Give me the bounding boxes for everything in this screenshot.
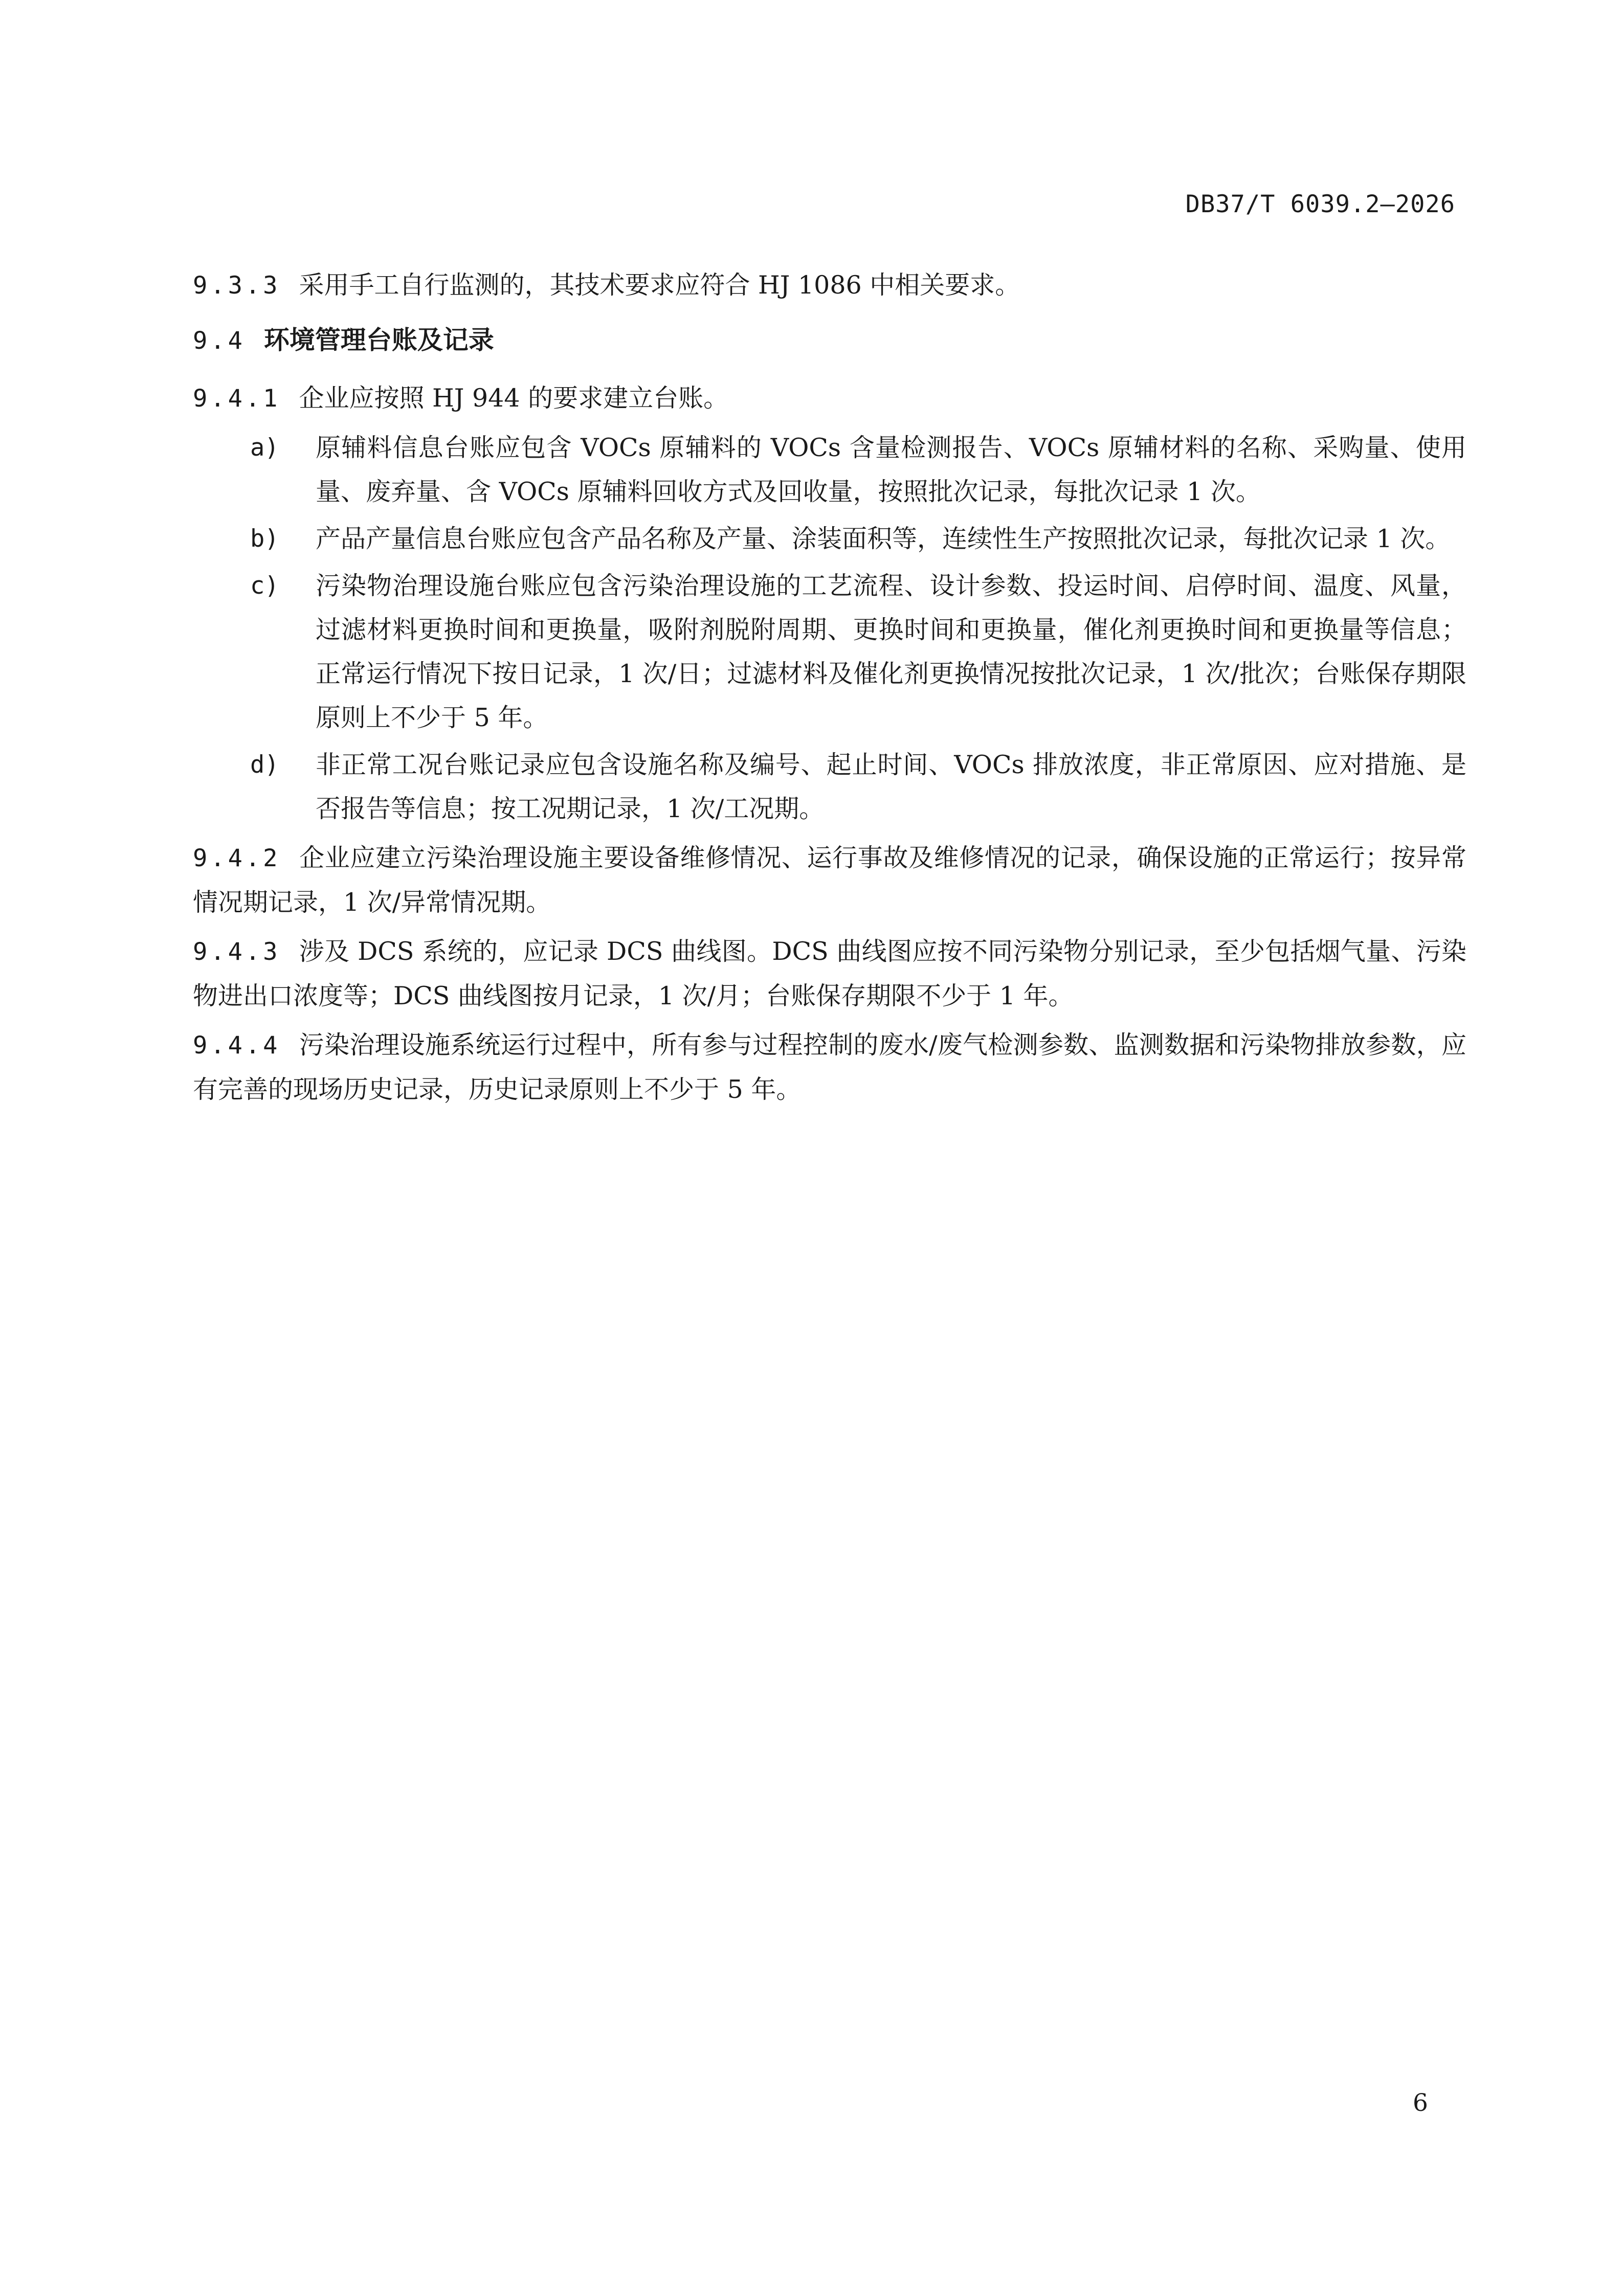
list-item [193,743,1466,831]
clause-text: 企业应按照 HJ 944 的要求建立台账。 [299,384,729,413]
list-marker: b) [250,525,279,553]
list-marker: d) [250,751,279,779]
clause-text: 企业应建立污染治理设施主要设备维修情况、运行事故及维修情况的记录，确保设施的正常运行；按异常情况期记录，1 次/异常情况期。 [193,843,1466,917]
section-heading-9-4 [193,318,1466,363]
clause-number: 9.4.4 [193,1031,281,1060]
list-item-text: 产品产量信息台账应包含产品名称及产量、涂装面积等，连续性生产按照批次记录，每批次记录 1 次。 [316,524,1451,553]
clause-9-4-1 [193,376,1466,421]
clause-text: 污染治理设施系统运行过程中，所有参与过程控制的废水/废气检测参数、监测数据和污染物排放参数，应有完善的现场历史记录，历史记录原则上不少于 5 年。 [193,1030,1466,1104]
clause-number: 9.4.3 [193,938,281,966]
clause-9-4-2 [193,836,1466,925]
standard-code-header: DB37/T 6039.2—2026 [1185,190,1455,218]
section-title: 环境管理台账及记录 [263,325,494,355]
clause-number: 9.4.2 [193,844,281,872]
list-item [193,564,1466,740]
page-number: 6 [1413,2089,1428,2117]
list-item-text: 非正常工况台账记录应包含设施名称及编号、起止时间、VOCs 排放浓度，非正常原因、应对措施、是否报告等信息；按工况期记录，1 次/工况期。 [316,750,1466,823]
list-item [193,517,1466,561]
clause-text: 采用手工自行监测的，其技术要求应符合 HJ 1086 中相关要求。 [299,271,1020,300]
clause-9-4-4 [193,1023,1466,1112]
list-marker: c) [250,572,279,600]
list-marker: a) [250,434,279,462]
clause-9-3-3 [193,263,1466,308]
clause-text: 涉及 DCS 系统的，应记录 DCS 曲线图。DCS 曲线图应按不同污染物分别记录，至少包括烟气量、污染物进出口浓度等；DCS 曲线图按月记录，1 次/月；台账保存期限不少于 1 年。 [193,937,1466,1010]
clause-number: 9.3.3 [193,272,281,300]
clause-number: 9.4.1 [193,385,281,413]
section-number: 9.4 [193,327,246,355]
clause-9-4-3 [193,930,1466,1018]
list-item [193,426,1466,514]
document-body [193,263,1466,1117]
ledger-requirements-list [193,426,1466,831]
list-item-text: 污染物治理设施台账应包含污染治理设施的工艺流程、设计参数、投运时间、启停时间、温度、风量，过滤材料更换时间和更换量，吸附剂脱附周期、更换时间和更换量，催化剂更换时间和更换量等信息；正常运行情况下按日记录，1 次/日；过滤材料及催化剂更换情况按批次记录，1 次/批次；台账保存期限原则上不少于 5 年。 [316,571,1466,732]
list-item-text: 原辅料信息台账应包含 VOCs 原辅料的 VOCs 含量检测报告、VOCs 原辅材料的名称、采购量、使用量、废弃量、含 VOCs 原辅料回收方式及回收量，按照批次记录，每批次记录 1 次。 [316,433,1466,506]
